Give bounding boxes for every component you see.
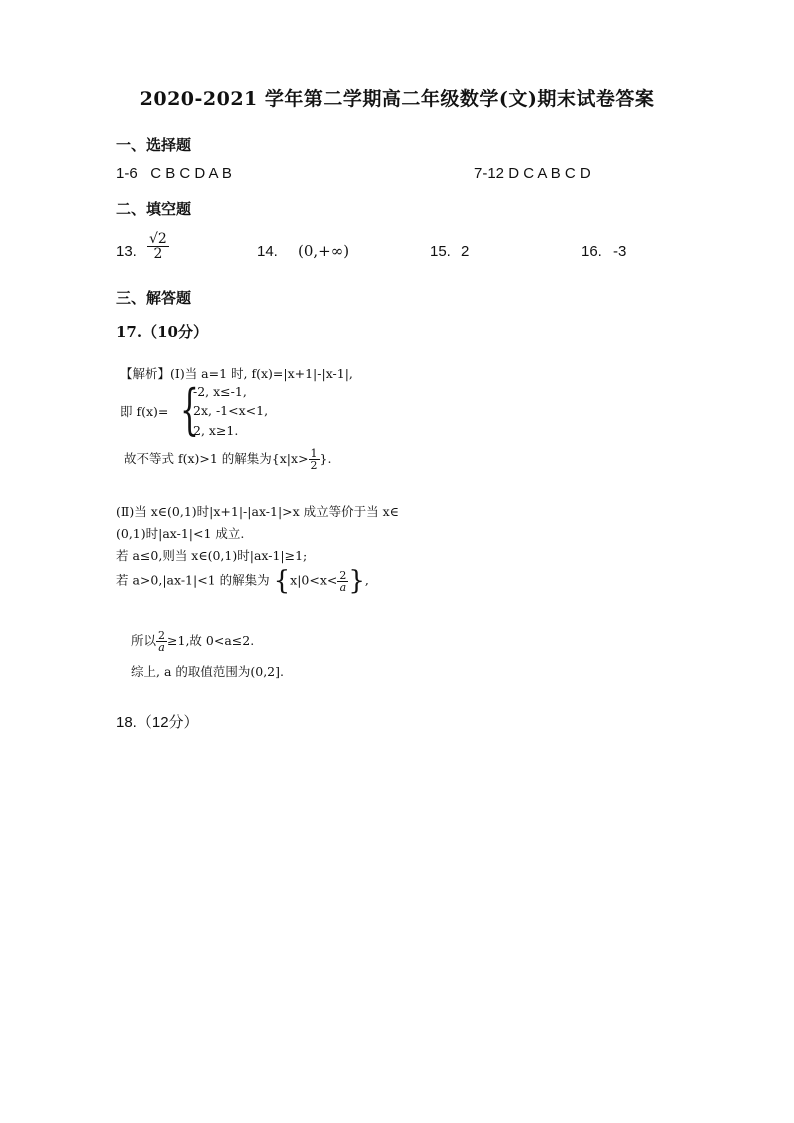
q1-6-row	[116, 165, 232, 182]
solution-part1-line1: 【解析】(Ⅰ)当 a=1 时, f(x)=|x+1|-|x-1|,	[120, 366, 353, 381]
q14-label: 14.	[257, 243, 278, 260]
q7-12-label: 7-12	[474, 165, 505, 182]
set-condition: x|0<x<	[290, 572, 338, 588]
solution-part2-line5	[131, 630, 254, 653]
q18-label: 18.（12分）	[116, 714, 199, 731]
solution-part2-line6: 综上, a 的取值范围为(0,2].	[131, 664, 284, 679]
piecewise-case-1: -2, x≤-1,	[193, 384, 247, 399]
line5-prefix: 所以	[131, 633, 157, 648]
q13-answer	[147, 232, 169, 261]
solution-part2-line4: 若 a>0,|ax-1|<1 的解集为 {x|0<x< $\frac{2}{a}$ },	[116, 566, 369, 596]
solution-part2-line2: (0,1)时|ax-1|<1 成立.	[116, 526, 245, 541]
line5-frac-num: 2	[158, 629, 166, 642]
piecewise-brace: {	[180, 378, 199, 441]
piecewise-case-3: 2, x≥1.	[193, 423, 239, 438]
q16-label: 16.	[581, 243, 602, 260]
q13-denominator: 2	[153, 246, 163, 262]
set-close-brace: }	[348, 566, 365, 596]
line5-suffix: ≥1,故 0<a≤2.	[167, 633, 255, 648]
piecewise-case-2: 2x, -1<x<1,	[193, 403, 269, 418]
q1-6-answers: C B C D A B	[150, 165, 232, 182]
solution-part2-line3: 若 a≤0,则当 x∈(0,1)时|ax-1|≥1;	[116, 548, 308, 563]
set-frac-den: a	[339, 580, 347, 594]
conclusion-prefix: 故不等式 f(x)>1 的解集为{x|x>	[124, 451, 309, 466]
solution-part2-line1: (Ⅱ)当 x∈(0,1)时|x+1|-|ax-1|>x 成立等价于当 x∈	[116, 504, 399, 519]
section-3-heading: 三、解答题	[116, 289, 192, 307]
conclusion-frac-den: 2	[310, 459, 318, 472]
q15-answer: 2	[461, 243, 470, 260]
page-title: 2020-2021 学年第二学期高二年级数学(文)期末试卷答案	[139, 88, 655, 110]
solution-part1-conclusion	[124, 448, 331, 471]
q7-12-answers: D C A B C D	[508, 165, 591, 182]
section-1-heading: 一、选择题	[116, 136, 192, 154]
q13-label: 13.	[116, 243, 137, 260]
q16-answer: -3	[613, 243, 627, 260]
line5-frac-den: a	[158, 641, 165, 654]
set-open-brace: {	[273, 566, 291, 596]
q7-12-row	[474, 165, 591, 182]
section-2-heading: 二、填空题	[116, 200, 192, 218]
conclusion-frac-num: 1	[310, 447, 318, 460]
q1-6-label: 1-6	[116, 165, 138, 182]
q14-answer: (0,+∞)	[298, 242, 350, 260]
q15-label: 15.	[430, 243, 451, 260]
line4-prefix: 若 a>0,|ax-1|<1 的解集为	[116, 572, 270, 588]
conclusion-suffix: }.	[319, 451, 332, 466]
q13-numerator: √2	[149, 231, 167, 247]
set-frac-num: 2	[339, 568, 347, 582]
solution-part1-prefix: 即 f(x)=	[120, 404, 169, 419]
q17-label: 17.（10分）	[116, 323, 208, 341]
